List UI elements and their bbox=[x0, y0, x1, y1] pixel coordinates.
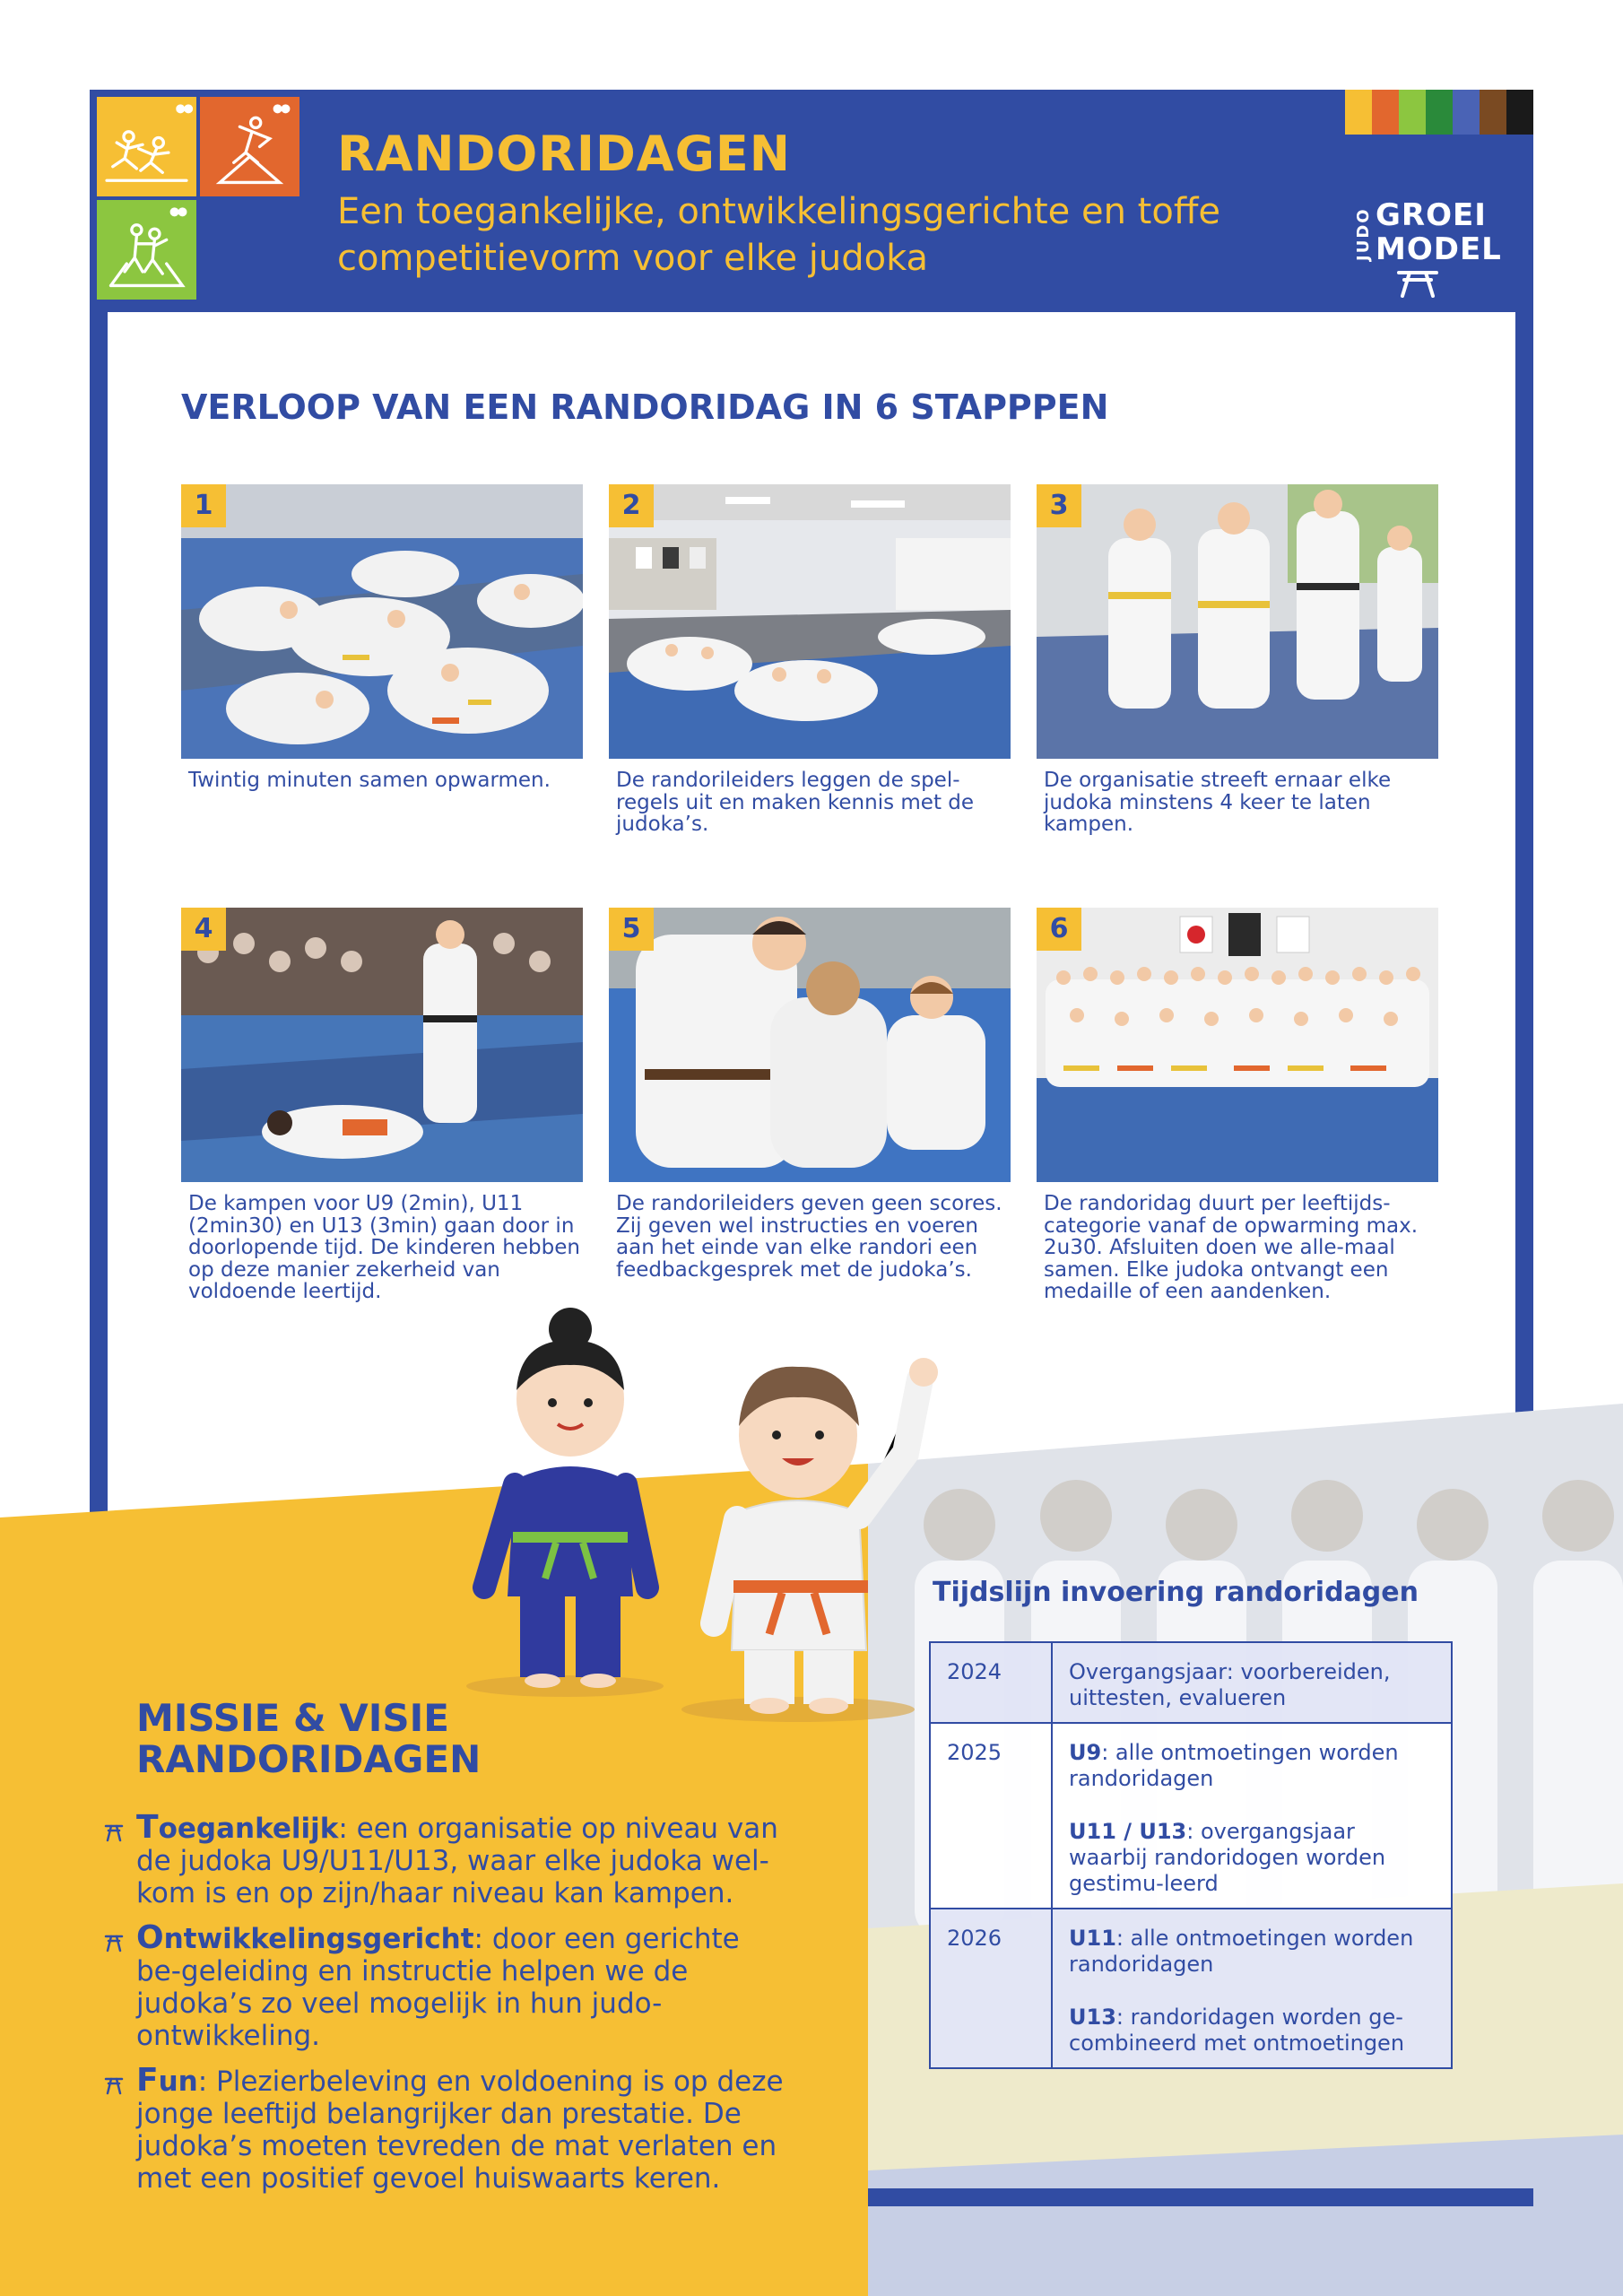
step-caption: De randorileiders geven geen scores. Zij geven wel instructies en voeren aan het einde van elke randori een feedbackgesprek met de judoka’s. bbox=[616, 1192, 1002, 1282]
timeline-text: : alle ontmoetingen worden randoridagen bbox=[1069, 1740, 1399, 1791]
step-caption: De randoridag duurt per leeftijds-categorie vanaf de opwarming max. 2u30. Afsluiten doen we alle-maal samen. Elke judoka ontvangt een medaille of een aandenken. bbox=[1044, 1192, 1419, 1303]
mission-term: oegankelijk bbox=[158, 1813, 339, 1845]
timeline-text: : overgangsjaar waarbij randoridogen worden gestimu-leerd bbox=[1069, 1819, 1386, 1896]
mission-item-fun bbox=[104, 2062, 785, 2195]
timeline-title: Tijdslijn invoering randoridagen bbox=[933, 1577, 1419, 1608]
step-number: 3 bbox=[1037, 484, 1081, 527]
step-number: 5 bbox=[609, 908, 654, 951]
timeline-row-2025 bbox=[930, 1723, 1452, 1909]
logo-line-1: GROEI bbox=[1376, 197, 1487, 233]
timeline-description bbox=[1052, 1909, 1452, 2068]
step-number: 2 bbox=[609, 484, 654, 527]
step-number: 4 bbox=[181, 908, 226, 951]
logo-judo-text: JUDO bbox=[1354, 207, 1373, 261]
timeline-text: : alle ontmoetingen worden randoridagen bbox=[1069, 1926, 1414, 1977]
torii-bullet-icon bbox=[104, 2075, 124, 2095]
timeline-term: U11 / U13 bbox=[1069, 1819, 1187, 1844]
page-subtitle: Een toegankelijke, ontwikkelingsgerichte en toffe competitievorm voor elke judoka bbox=[337, 191, 1220, 279]
timeline-term: U13 bbox=[1069, 2005, 1116, 2030]
timeline-description bbox=[1052, 1723, 1452, 1909]
timeline-row-2026 bbox=[930, 1909, 1452, 2068]
mission-initial: O bbox=[136, 1919, 164, 1956]
timeline-year: 2024 bbox=[930, 1642, 1052, 1723]
torii-bullet-icon bbox=[104, 1933, 124, 1952]
step-caption: De kampen voor U9 (2min), U11 (2min30) en U13 (3min) gaan door in doorlopende tijd. De kinderen hebben op deze manier zekerheid van voldoende leertijd. bbox=[188, 1192, 580, 1303]
timeline-text: Overgangsjaar: voorbereiden, uittesten, evalueren bbox=[1069, 1659, 1391, 1710]
timeline-row-2024 bbox=[930, 1642, 1452, 1723]
page-title: RANDORIDAGEN bbox=[337, 126, 791, 182]
timeline-description bbox=[1052, 1642, 1452, 1723]
timeline-text: : randoridagen worden ge-combineerd met ontmoetingen bbox=[1069, 2005, 1405, 2056]
timeline-table bbox=[929, 1641, 1453, 2069]
judoka-mascots bbox=[448, 1300, 950, 1731]
mission-text: : een organisatie op niveau van de judoka U9/U11/U13, waar elke judoka wel-kom is en op zijn/haar niveau kan kampen. bbox=[136, 1813, 778, 1909]
section-title: VERLOOP VAN EEN RANDORIDAG IN 6 STAPPPEN bbox=[181, 387, 1109, 427]
logo-line-2: MODEL bbox=[1376, 231, 1502, 267]
step-number: 6 bbox=[1037, 908, 1081, 951]
timeline-year: 2026 bbox=[930, 1909, 1052, 2068]
mission-item-ontwikkelingsgericht bbox=[104, 1919, 785, 2052]
timeline-term: U9 bbox=[1069, 1740, 1102, 1765]
torii-bullet-icon bbox=[104, 1822, 124, 1842]
mission-text: : door een gerichte be-geleiding en instructie helpen we de judoka’s zo veel mogelijk in hun judo-ontwikkeling. bbox=[136, 1923, 740, 2052]
mission-title: MISSIE & VISIE RANDORIDAGEN bbox=[136, 1696, 482, 1781]
step-caption: De randorileiders leggen de spel-regels uit en maken kennis met de judoka’s. bbox=[616, 769, 975, 836]
step-caption: Twintig minuten samen opwarmen. bbox=[188, 769, 551, 792]
step-caption: De organisatie streeft ernaar elke judoka minstens 4 keer te laten kampen. bbox=[1044, 769, 1392, 836]
boy-judoka bbox=[714, 1358, 938, 1714]
mission-initial: T bbox=[136, 1809, 159, 1846]
step-number: 1 bbox=[181, 484, 226, 527]
mission-list bbox=[104, 1809, 785, 2207]
mission-term: ntwikkelingsgericht bbox=[163, 1923, 474, 1955]
mission-text: : Plezierbeleving en voldoening is op deze jonge leeftijd belangrijker dan prestatie. De judoka’s moeten tevreden de mat verlaten en met een positief gevoel huiswaarts keren. bbox=[136, 2066, 784, 2195]
timeline-term: U11 bbox=[1069, 1926, 1116, 1951]
timeline-year: 2025 bbox=[930, 1723, 1052, 1909]
mission-term: un bbox=[158, 2066, 198, 2098]
girl-judoka bbox=[484, 1308, 647, 1688]
mission-item-toegankelijk bbox=[104, 1809, 785, 1909]
mission-initial: F bbox=[136, 2062, 159, 2099]
